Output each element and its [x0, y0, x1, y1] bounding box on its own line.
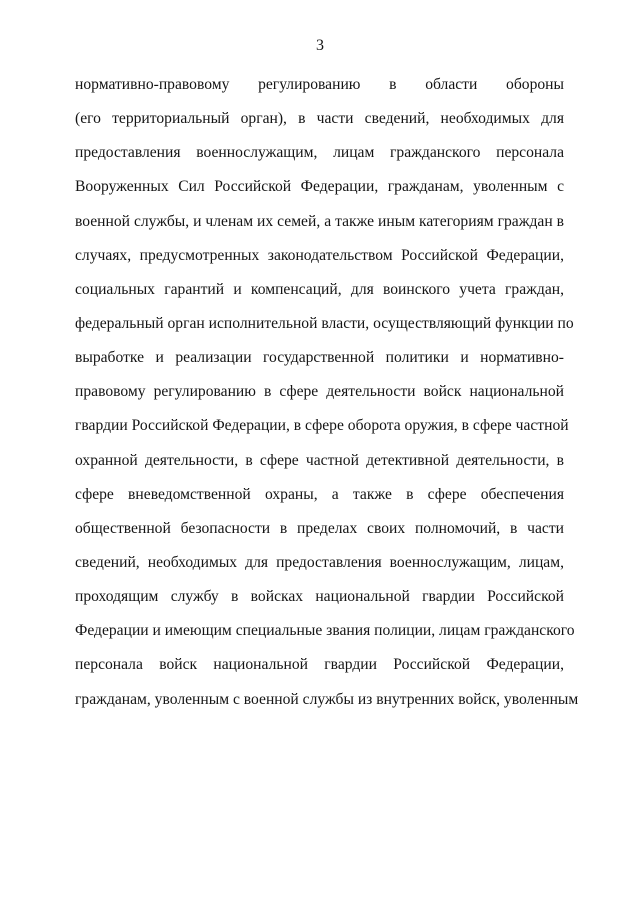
text-line: военной службы, и членам их семей, а также иным категориям граждан в — [75, 212, 564, 230]
text-line: персонала войск национальной гвардии Российской Федерации, — [75, 656, 564, 674]
text-line: Вооруженных Сил Российской Федерации, гражданам, уволенным с — [75, 178, 564, 196]
document-body-text — [75, 74, 579, 723]
text-line: федеральный орган исполнительной власти, осуществляющий функции по — [75, 314, 574, 332]
text-line: гвардии Российской Федерации, в сфере оборота оружия, в сфере частной — [75, 417, 569, 435]
text-line: выработке и реализации государственной политики и нормативно- — [75, 349, 564, 367]
text-line: общественной безопасности в пределах своих полномочий, в части — [75, 519, 564, 537]
text-line: гражданам, уволенным с военной службы из внутренних войск, уволенным — [75, 690, 579, 708]
text-line: правовому регулированию в сфере деятельности войск национальной — [75, 383, 564, 401]
text-line: проходящим службу в войсках национальной гвардии Российской — [75, 588, 564, 606]
text-line: сфере вневедомственной охраны, а также в сфере обеспечения — [75, 485, 564, 503]
text-line: социальных гарантий и компенсаций, для воинского учета граждан, — [75, 280, 564, 298]
text-line: Федерации и имеющим специальные звания полиции, лицам гражданского — [75, 622, 575, 640]
page-number: 3 — [316, 37, 324, 54]
text-line: (его территориальный орган), в части сведений, необходимых для — [75, 110, 564, 128]
text-line: предоставления военнослужащим, лицам гражданского персонала — [75, 144, 564, 162]
text-line: охранной деятельности, в сфере частной детективной деятельности, в — [75, 451, 564, 469]
text-line: сведений, необходимых для предоставления военнослужащим, лицам, — [75, 553, 564, 571]
text-line: нормативно-правовому регулированию в области обороны — [75, 76, 564, 93]
text-line: случаях, предусмотренных законодательством Российской Федерации, — [75, 246, 564, 264]
